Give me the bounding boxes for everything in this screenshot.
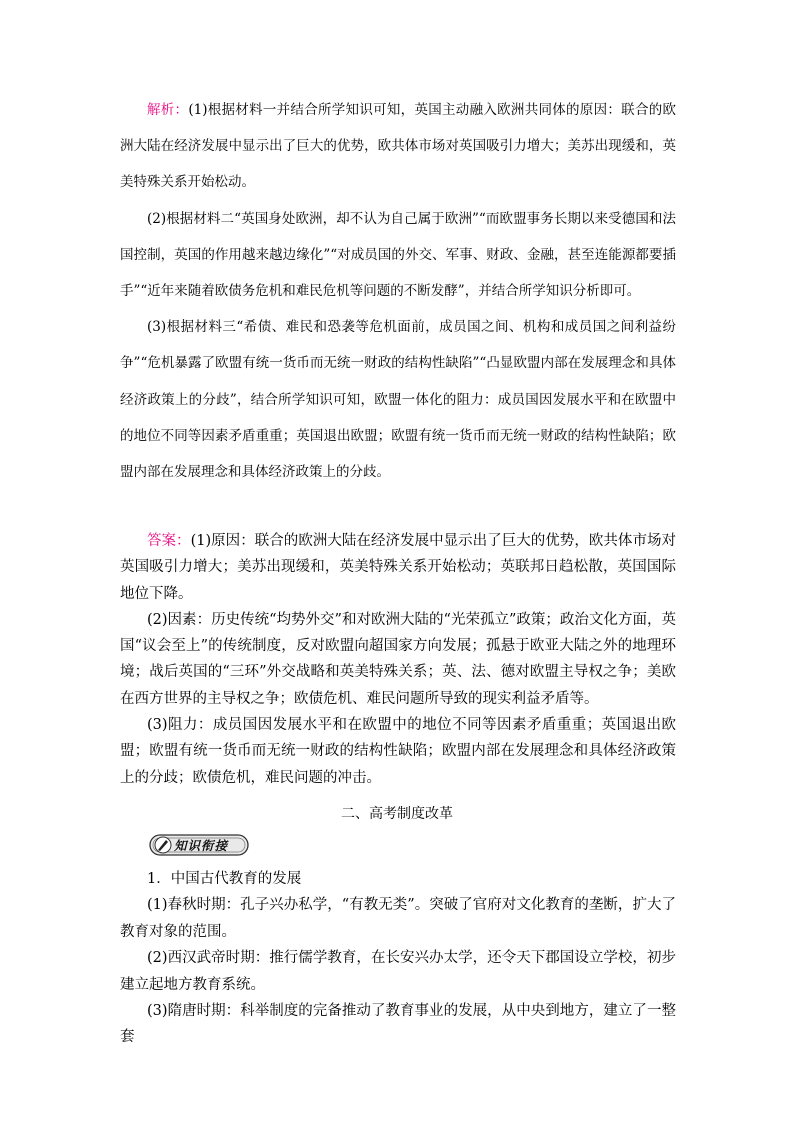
answer-paragraph-2: (2)因素：历史传统“均势外交”和对欧洲大陆的“光荣孤立”政策；政治文化方面，英国“议会至上”的传统制度，反对欧盟向超国家方向发展；孤悬于欧亚大陆之外的地理环境；战后英国的“三环”外交战略和英美特殊关系；英、法、德对欧盟主导权之争；美欧在西方世界的主导权之争；欧债危机、难民问题所导致的现实利益矛盾等。 xyxy=(120,611,676,707)
answer-label: 答案： xyxy=(147,533,191,549)
analysis-paragraph-3: (3)根据材料三“希债、难民和恐袭等危机面前，成员国之间、机构和成员国之间利益纷争”“危机暴露了欧盟有统一货币而无统一财政的结构性缺陷”“凸显欧盟内部在发展理念和具体经济政策上的分歧”，结合所学知识可知，欧盟一体化的阻力：成员国因发展水平和在欧盟中的地位不同等因素矛盾重重；英国退出欧盟；欧盟有统一货币而无统一财政的结构性缺陷；欧盟内部在发展理念和具体经济政策上的分歧。 xyxy=(120,319,676,481)
body-section xyxy=(120,866,676,1051)
body-paragraph-2: (2)西汉武帝时期：推行儒学教育，在长安兴办太学，还令天下郡国设立学校，初步建立起地方教育系统。 xyxy=(120,950,676,993)
analysis-paragraph-1: 解析：(1)根据材料一并结合所学知识可知，英国主动融入欧洲共同体的原因：联合的欧洲大陆在经济发展中显示出了巨大的优势，欧共体市场对英国吸引力增大；美苏出现缓和，英美特殊关系开始松动。 xyxy=(120,102,676,191)
analysis-paragraph-2: (2)根据材料二“英国身处欧洲，却不认为自己属于欧洲”“而欧盟事务长期以来受德国和法国控制，英国的作用越来越边缘化”“对成员国的外交、军事、财政、金融，甚至连能源都要插手”“近年来随着欧债务危机和难民危机等问题的不断发酵”，并结合所学知识分析即可。 xyxy=(120,210,676,300)
pen-nib-icon xyxy=(155,837,171,853)
body-paragraph-1: (1)春秋时期：孔子兴办私学，“有教无类”。突破了官府对文化教育的垄断，扩大了教育对象的范围。 xyxy=(120,897,676,940)
analysis-label: 解析： xyxy=(147,102,189,118)
section-title: 二、高考制度改革 xyxy=(341,806,453,822)
answer-paragraph-3: (3)阻力：成员国因发展水平和在欧盟中的地位不同等因素矛盾重重；英国退出欧盟；欧盟有统一货币而无统一财政的结构性缺陷；欧盟内部在发展理念和具体经济政策上的分歧；欧债危机，难民问题的冲击。 xyxy=(120,717,676,786)
body-paragraph-3: (3)隋唐时期：科举制度的完备推动了教育事业的发展，从中央到地方，建立了一整套 xyxy=(120,1003,676,1046)
badge-text: 知识衔接 xyxy=(174,838,229,853)
answer-paragraph-1: 答案：(1)原因：联合的欧洲大陆在经济发展中显示出了巨大的优势，欧共体市场对英国吸引力增大；美苏出现缓和，英美特殊关系开始松动；英联邦日趋松散，英国国际地位下降。 xyxy=(120,533,677,602)
body-heading: 1．中国古代教育的发展 xyxy=(147,871,302,887)
analysis-section xyxy=(120,92,676,490)
answer-section xyxy=(120,528,676,791)
